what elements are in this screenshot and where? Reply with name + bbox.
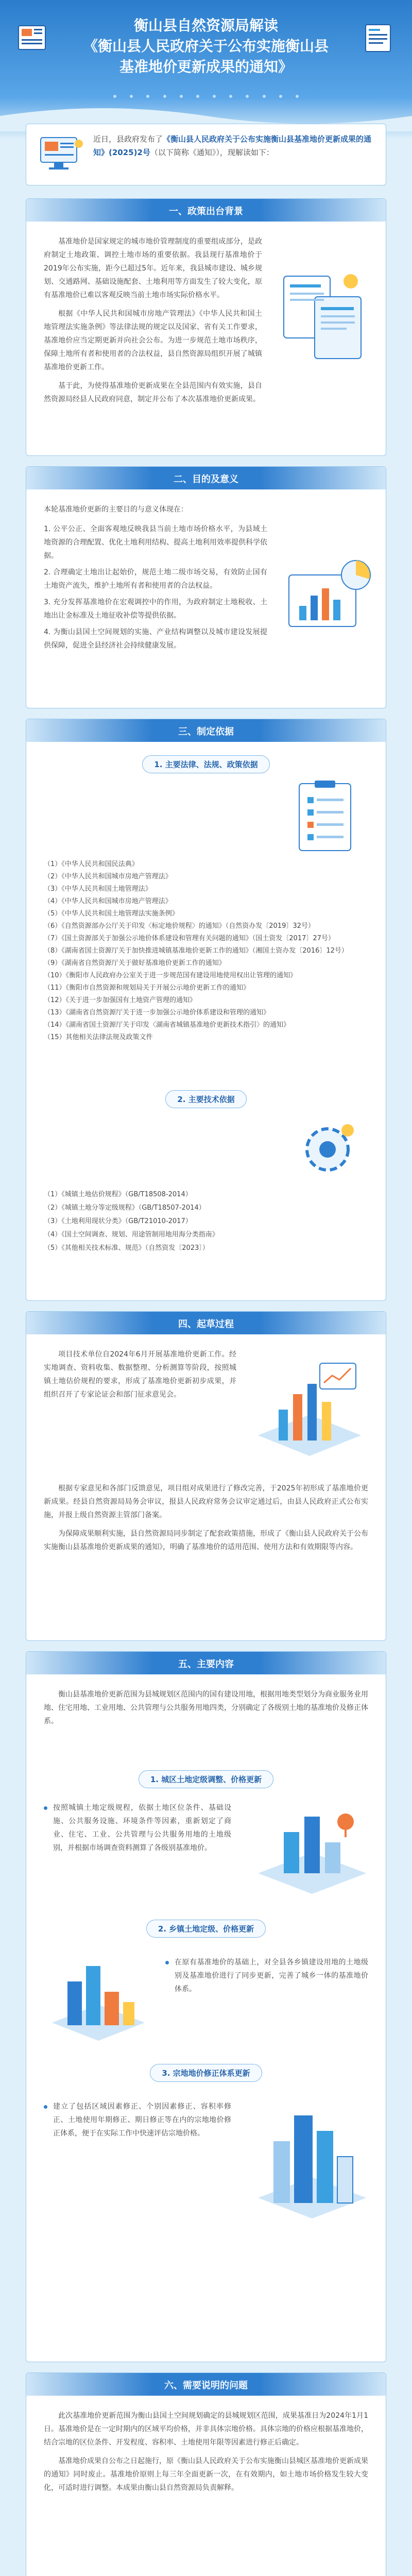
section-background bbox=[26, 719, 386, 1301]
bullet-text: 在原有基准地价的基础上，对全县各乡镇建设用地的土地级别及基准地价进行了同步更新，完善了城乡一体的基准地价体系。 bbox=[165, 1956, 368, 1996]
list-item: （5）《中华人民共和国土地管理法实施条例》 bbox=[44, 910, 179, 918]
bullet-text: 建立了包括区域因素修正、个别因素修正、容积率修正、土地使用年期修正、期日修正等在内的宗地地价修正体系，便于在实际工作中快速评估宗地价格。 bbox=[44, 2100, 231, 2140]
list-item: （12）《关于进一步加强国有土地资产管理的通知》 bbox=[44, 996, 197, 1004]
section-body bbox=[44, 1801, 231, 1860]
subsection-header bbox=[26, 1920, 386, 1938]
section-body bbox=[165, 1956, 368, 2001]
lead-text: 本轮基准地价更新的主要目的与意义体现在： bbox=[44, 505, 188, 514]
decorative-dots bbox=[113, 94, 299, 99]
subsection-pill: 1. 城区土地定级调整、价格更新 bbox=[139, 1770, 273, 1788]
list-item: （8）《湖南省国土资源厅关于加快推进城镇基准地价更新工作的通知》（湘国土资办发〔2016〕12号） bbox=[44, 947, 348, 955]
list-item: （1）《中华人民共和国民法典》 bbox=[44, 860, 139, 868]
list-item: （7）《国土资源部关于加强公示地价体系建设和管理有关问题的通知》（国土资发〔2017〕27号） bbox=[44, 935, 335, 942]
gear-icon bbox=[294, 1116, 361, 1183]
section-title: 四、起草过程 bbox=[178, 1319, 234, 1330]
paragraph: 此次基准地价更新范围为衡山县国土空间规划确定的县城规划区范围，成果基准日为2024年1月1日。基准地价是在一定时期内的区域平均价格，并非具体宗地价格。具体宗地的价格应根据基准地价，结合宗地的区位条件、开发程度、容积率、土地使用年限等因素进行修正后确定。 bbox=[44, 2412, 368, 2447]
section-body bbox=[44, 503, 267, 655]
section-title: 六、需要说明的问题 bbox=[164, 2380, 248, 2391]
list-item: （3）《中华人民共和国土地管理法》 bbox=[44, 885, 152, 893]
list-item: （4）《国土空间调查、规划、用途管制用地用海分类指南》 bbox=[44, 1231, 219, 1239]
title-line-3: 基准地价更新成果的通知》 bbox=[119, 58, 293, 75]
subsection-pill: 1. 主要法律、法规、政策依据 bbox=[142, 755, 269, 773]
list-item: （4）《中华人民共和国城市房地产管理法》 bbox=[44, 897, 172, 905]
laws-list bbox=[44, 858, 368, 1044]
section-background bbox=[26, 1311, 386, 1641]
section-title: 二、目的及意义 bbox=[174, 474, 238, 485]
section-body bbox=[44, 2100, 231, 2145]
list-item: （15）其他相关法律法规及政策文件 bbox=[44, 1033, 153, 1041]
section-header bbox=[26, 467, 386, 489]
intro-lead: 近日，县政府发布了 bbox=[93, 134, 163, 144]
checklist-illustration-icon bbox=[284, 778, 366, 856]
list-item: 4. 为衡山县国土空间规划的实施、产业结构调整以及城市建设发展提供保障，促进全县经济社会持续健康发展。 bbox=[44, 628, 267, 650]
list-item: （10）《衡阳市人民政府办公室关于进一步规范国有建设用地使用权出让管理的通知》 bbox=[44, 972, 297, 979]
documents-illustration-icon bbox=[273, 261, 371, 374]
list-item: （2）《中华人民共和国城市房地产管理法》 bbox=[44, 873, 172, 880]
section-title: 三、制定依据 bbox=[178, 726, 234, 737]
city-map-illustration-icon bbox=[253, 1796, 371, 1899]
section-body bbox=[44, 2409, 368, 2500]
section-background bbox=[26, 198, 386, 456]
analytics-illustration-icon bbox=[273, 544, 376, 647]
subsection-pill: 2. 乡镇土地定级、价格更新 bbox=[146, 1920, 266, 1938]
paragraph: 根据专家意见和各部门反馈意见，项目组对成果进行了修改完善，于2025年初形成了基准地价更新成果。经县自然资源局局务会审议，报县人民政府常务会议审定通过后，由县人民政府正式公布实施，并报上级自然资源主管部门备案。 bbox=[44, 1484, 368, 1519]
bullet-text: 按照城镇土地定级规程，依据土地区位条件、基础设施、公共服务设施、环境条件等因素，重新划定了商业、住宅、工业、公共管理与公共服务用地的土地级别，并根据市场调查资料测算了各级别基准地价。 bbox=[44, 1801, 231, 1855]
paragraph: 衡山县基准地价更新范围为县城规划区范围内的国有建设用地，根据用地类型划分为商业服务业用地、住宅用地、工业用地、公共管理与公共服务用地四类，分别确定了各级别土地的基准地价及修正体系。 bbox=[44, 1690, 368, 1725]
skyline-illustration-icon bbox=[253, 2100, 371, 2224]
section-title: 五、主要内容 bbox=[178, 1659, 234, 1670]
section-body bbox=[44, 1688, 368, 1733]
section-header bbox=[26, 719, 386, 742]
list-item: （11）《衡阳市自然资源和规划局关于开展公示地价更新工作的通知》 bbox=[44, 984, 250, 992]
section-body bbox=[44, 1348, 236, 1406]
section-body bbox=[44, 235, 262, 411]
section-background bbox=[26, 2372, 386, 2576]
subsection-header bbox=[26, 1090, 386, 1108]
intro-box bbox=[26, 124, 386, 185]
paragraph: 为保障成果顺利实施，县自然资源局同步制定了配套政策措施，形成了《衡山县人民政府关于公布实施衡山县基准地价更新成果的通知》，明确了基准地价的适用范围、使用方法和有效期限等内容。 bbox=[44, 1530, 368, 1551]
header-banner bbox=[0, 0, 412, 139]
subsection-pill: 2. 主要技术依据 bbox=[165, 1090, 246, 1108]
list-item: （2）《城镇土地分等定级规程》（GB/T18507-2014） bbox=[44, 1204, 205, 1212]
section-body bbox=[44, 1482, 368, 1559]
section-header bbox=[26, 199, 386, 222]
newspaper-icon bbox=[15, 21, 52, 57]
page-title bbox=[62, 15, 350, 77]
buildings-illustration-icon bbox=[47, 1951, 150, 2043]
list-item: （6）《自然资源部办公厅关于印发〈标定地价规程〉的通知》（自然资办发〔2019〕32号） bbox=[44, 922, 315, 930]
paragraph: 基于此，为使得基准地价更新成果在全县范围内有效实施，县自然资源局经县人民政府同意，制定并公布了本次基准地价更新成果。 bbox=[44, 382, 262, 403]
section-background bbox=[26, 1651, 386, 2362]
subsection-header bbox=[26, 755, 386, 773]
list-item: 3. 充分发挥基准地价在宏观调控中的作用，为政府制定土地税收、土地出让金标准及土地征收补偿等提供依据。 bbox=[44, 598, 267, 620]
subsection-pill: 3. 宗地地价修正体系更新 bbox=[150, 2064, 262, 2082]
computer-illustration-icon bbox=[39, 133, 85, 177]
title-line-1: 衡山县自然资源局解读 bbox=[133, 17, 278, 34]
list-item: （3）《土地利用现状分类》（GB/T21010-2017） bbox=[44, 1217, 192, 1225]
section-title: 一、政策出台背景 bbox=[169, 206, 243, 217]
paragraph: 基准地价成果自公布之日起施行，原《衡山县人民政府关于公布实施衡山县城区基准地价更新成果的通知》同时废止。基准地价原则上每三年全面更新一次，在有效期内，如土地市场价格发生较大变化，可适时进行调整。本成果由衡山县自然资源局负责解释。 bbox=[44, 2457, 368, 2492]
list-item: （1）《城镇土地估价规程》（GB/T18508-2014） bbox=[44, 1191, 192, 1198]
list-item: （14）《湖南省国土资源厅关于印发〈湖南省城镇基准地价更新技术指引〉的通知》 bbox=[44, 1021, 290, 1029]
paragraph: 基准地价是国家规定的城市地价管理制度的重要组成部分，是政府制定土地政策、调控土地市场的重要依据。我县现行基准地价于2019年公布实施，距今已超过5年。近年来，我县城市建设、城乡规划、交通路网、基础设施配套、土地利用等方面发生了较大变化，原有基准地价已难以客观反映当前土地市场实际价格水平。 bbox=[44, 238, 262, 299]
document-icon bbox=[360, 21, 397, 57]
list-item: 1. 公平公正、全面客观地反映我县当前土地市场价格水平，为县域土地资源的合理配置、优化土地利用结构、提高土地利用效率提供科学依据。 bbox=[44, 525, 267, 560]
paragraph: 根据《中华人民共和国城市房地产管理法》《中华人民共和国土地管理法实施条例》等法律法规的规定以及国家、省有关工作要求，基准地价应当定期更新并向社会公布。为进一步规范土地市场秩序，保障土地所有者和使用者的合法权益，县自然资源局组织开展了城镇基准地价更新工作。 bbox=[44, 310, 262, 371]
title-line-2: 《衡山县人民政府关于公布实施衡山县 bbox=[83, 38, 329, 55]
intro-tail: （以下简称《通知》），现解读如下： bbox=[150, 148, 274, 157]
section-header bbox=[26, 2373, 386, 2396]
list-item: 2. 合理确定土地出让起始价，规范土地二级市场交易，有效防止国有土地资产流失，维护土地所有者和使用者的合法权益。 bbox=[44, 568, 267, 590]
section-header bbox=[26, 1652, 386, 1674]
section-header bbox=[26, 1312, 386, 1334]
subsection-header bbox=[26, 1770, 386, 1788]
list-item: （9）《湖南省自然资源厅关于做好基准地价更新工作的通知》 bbox=[44, 959, 226, 967]
list-item: （13）《湖南省自然资源厅关于进一步加强公示地价体系建设和管理的通知》 bbox=[44, 1009, 270, 1016]
paragraph: 项目技术单位自2024年6月开展基准地价更新工作。经实地调查、资料收集、数据整理、分析测算等阶段，按照城镇土地估价规程的要求，形成了基准地价更新初步成果，并组织召开了专家论证会和部门征求意见会。 bbox=[44, 1350, 236, 1399]
chart-dashboard-illustration-icon bbox=[248, 1353, 371, 1466]
subsection-header bbox=[26, 2064, 386, 2082]
section-background bbox=[26, 466, 386, 708]
intro-doc-name: 《衡山县人民政府关于公布实施衡山县基准地价更新成果的通知》(2025)2号 bbox=[93, 134, 372, 157]
tech-list bbox=[44, 1188, 368, 1255]
list-item: （5）《其他相关技术标准、规范》（自然资发〔2023〕） bbox=[44, 1244, 209, 1252]
